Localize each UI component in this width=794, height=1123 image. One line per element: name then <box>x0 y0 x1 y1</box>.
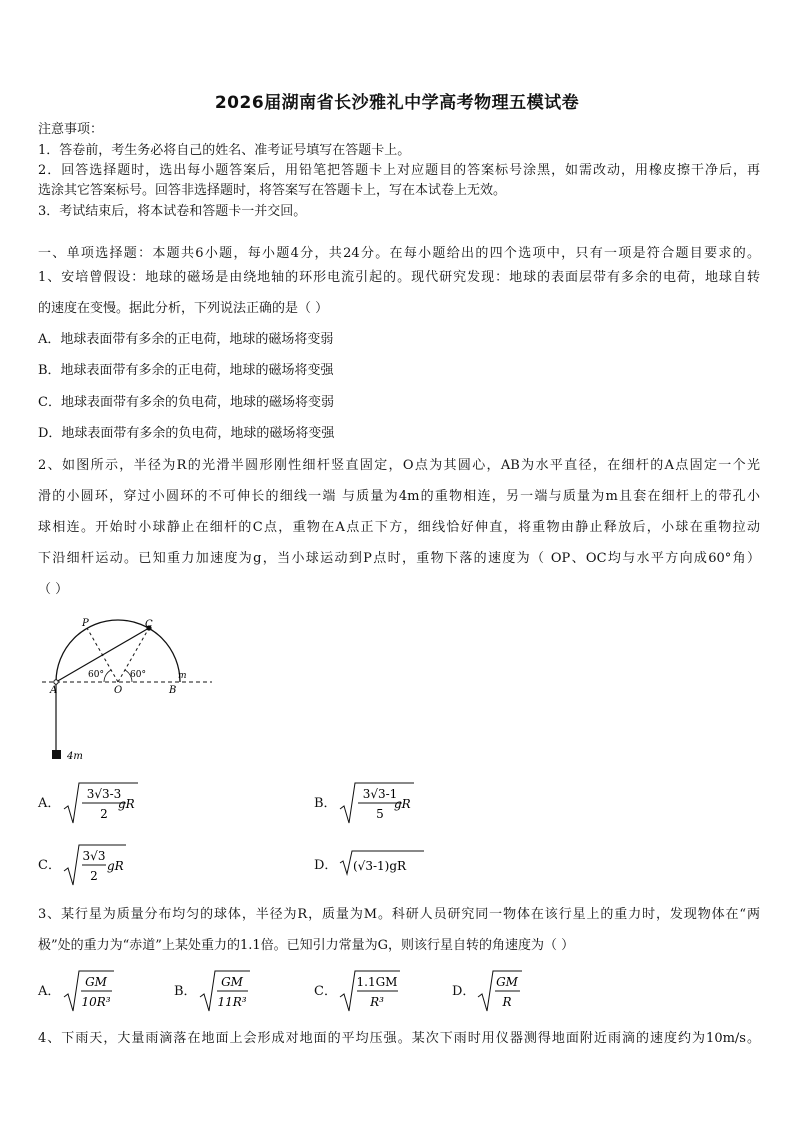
question-1-line: 1、安培曾假设：地球的磁场是由绕地轴的环形电流引起的。现代研究发现：地球的表面层带有多余的电荷，地球自转 <box>38 270 760 285</box>
label-b: B <box>169 685 177 696</box>
question-4-line: 4、下雨天，大量雨滴落在地面上会形成对地面的平均压强。某次下雨时用仪器测得地面附近雨滴的速度约为10m/s。 <box>38 1031 760 1046</box>
fraction-denominator: R <box>502 995 512 1009</box>
label-4m: 4m <box>67 751 83 762</box>
label-p: P <box>82 618 89 629</box>
question-2-line: 滑的小圆环，穿过小圆环的不可伸长的细线一端 与质量为4m的重物相连，另一端与质量为m且套在细杆上的带孔小 <box>38 489 760 504</box>
label-o: O <box>114 685 123 696</box>
option-b: B．地球表面带有多余的正电荷，地球的磁场将变强 <box>38 363 334 378</box>
question-2-line: 下沿细杆运动。已知重力加速度为g，当小球运动到P点时，重物下落的速度为（ OP、OC均与水平方向成60°角） <box>38 551 760 566</box>
fraction-numerator: 3√3-1 <box>362 787 398 801</box>
notice-item: 1．答卷前，考生务必将自己的姓名、准考证号填写在答题卡上。 <box>38 143 411 158</box>
label-m: m <box>178 671 187 681</box>
semicircle-figure <box>40 612 220 767</box>
q3-option-a-letter: A． <box>38 984 61 999</box>
angle-arc-left <box>104 670 111 682</box>
q2-option-b-letter: B． <box>314 796 337 811</box>
q2-option-d-formula <box>338 848 438 878</box>
q2-option-b-formula <box>338 779 428 829</box>
q3-option-d-letter: D． <box>452 984 476 999</box>
q2-option-c-letter: C． <box>38 858 61 873</box>
label-angle-left: 60° <box>88 670 104 680</box>
fraction-denominator: 2 <box>100 807 108 821</box>
option-d: D．地球表面带有多余的负电荷，地球的磁场将变强 <box>38 426 335 441</box>
fraction-numerator: 3√3-3 <box>86 787 122 801</box>
mass-block <box>52 750 61 759</box>
q3-option-b-formula <box>198 967 258 1017</box>
fraction-denominator: R³ <box>370 995 384 1009</box>
q3-option-c-formula <box>338 967 408 1017</box>
q2-option-d-letter: D． <box>314 858 338 873</box>
q3-option-a-formula <box>62 967 122 1017</box>
fraction-numerator: GM <box>85 975 107 989</box>
fraction-numerator: 3√3 <box>82 849 106 863</box>
formula-tail: gR <box>107 859 124 873</box>
formula-tail: gR <box>394 797 411 811</box>
fraction-denominator: 5 <box>376 807 384 821</box>
formula-tail: gR <box>118 797 135 811</box>
question-2-line: 球相连。开始时小球静止在细杆的C点，重物在A点正下方，细线恰好伸直，将重物由静止释放后，小球在重物拉动 <box>38 520 760 535</box>
question-3-line: 极”处的重力为“赤道”上某处重力的1.1倍。已知引力常量为G，则该行星自转的角速度为（ ） <box>38 938 575 953</box>
q2-option-c-formula <box>62 841 142 891</box>
question-1-line: 的速度在变慢。据此分析，下列说法正确的是（ ） <box>38 301 329 316</box>
notice-heading: 注意事项： <box>38 122 104 137</box>
question-2-line: （ ） <box>38 582 69 597</box>
formula-expression: (√3-1)gR <box>353 859 407 873</box>
label-a: A <box>50 685 58 696</box>
fraction-denominator: 2 <box>90 869 98 883</box>
q3-option-c-letter: C． <box>314 984 337 999</box>
semicircle-rod <box>56 620 180 682</box>
notice-item: 2．回答选择题时，选出每小题答案后，用铅笔把答题卡上对应题目的答案标号涂黑，如需改动，用橡皮擦干净后，再 <box>38 163 760 178</box>
option-c: C．地球表面带有多余的负电荷，地球的磁场将变弱 <box>38 395 334 410</box>
q2-option-a-formula <box>62 779 152 829</box>
fraction-numerator: GM <box>496 975 518 989</box>
section-heading: 一、单项选择题：本题共6小题，每小题4分，共24分。在每小题给出的四个选项中，只有一项是符合题目要求的。 <box>38 246 760 261</box>
fraction-numerator: 1.1GM <box>356 975 398 989</box>
q3-option-b-letter: B． <box>174 984 197 999</box>
notice-item: 3．考试结束后，将本试卷和答题卡一并交回。 <box>38 204 307 219</box>
question-2-line: 2、如图所示，半径为R的光滑半圆形刚性细杆竖直固定，O点为其圆心，AB为水平直径，在细杆的A点固定一个光 <box>38 458 760 473</box>
ring-a <box>54 680 58 684</box>
label-c: C <box>145 619 153 630</box>
q3-option-d-formula <box>476 967 526 1017</box>
option-a: A．地球表面带有多余的正电荷，地球的磁场将变弱 <box>38 332 334 347</box>
notice-item: 选涂其它答案标号。回答非选择题时，将答案写在答题卡上，写在本试卷上无效。 <box>38 183 507 198</box>
fraction-denominator: 10R³ <box>81 995 111 1009</box>
page-title: 2026届湖南省长沙雅礼中学高考物理五模试卷 <box>214 93 580 113</box>
label-angle-right: 60° <box>130 670 146 680</box>
question-3-line: 3、某行星为质量分布均匀的球体，半径为R，质量为M。科研人员研究同一物体在该行星上的重力时，发现物体在“两 <box>38 907 760 922</box>
fraction-denominator: 11R³ <box>217 995 247 1009</box>
q2-option-a-letter: A． <box>38 796 61 811</box>
fraction-numerator: GM <box>221 975 243 989</box>
